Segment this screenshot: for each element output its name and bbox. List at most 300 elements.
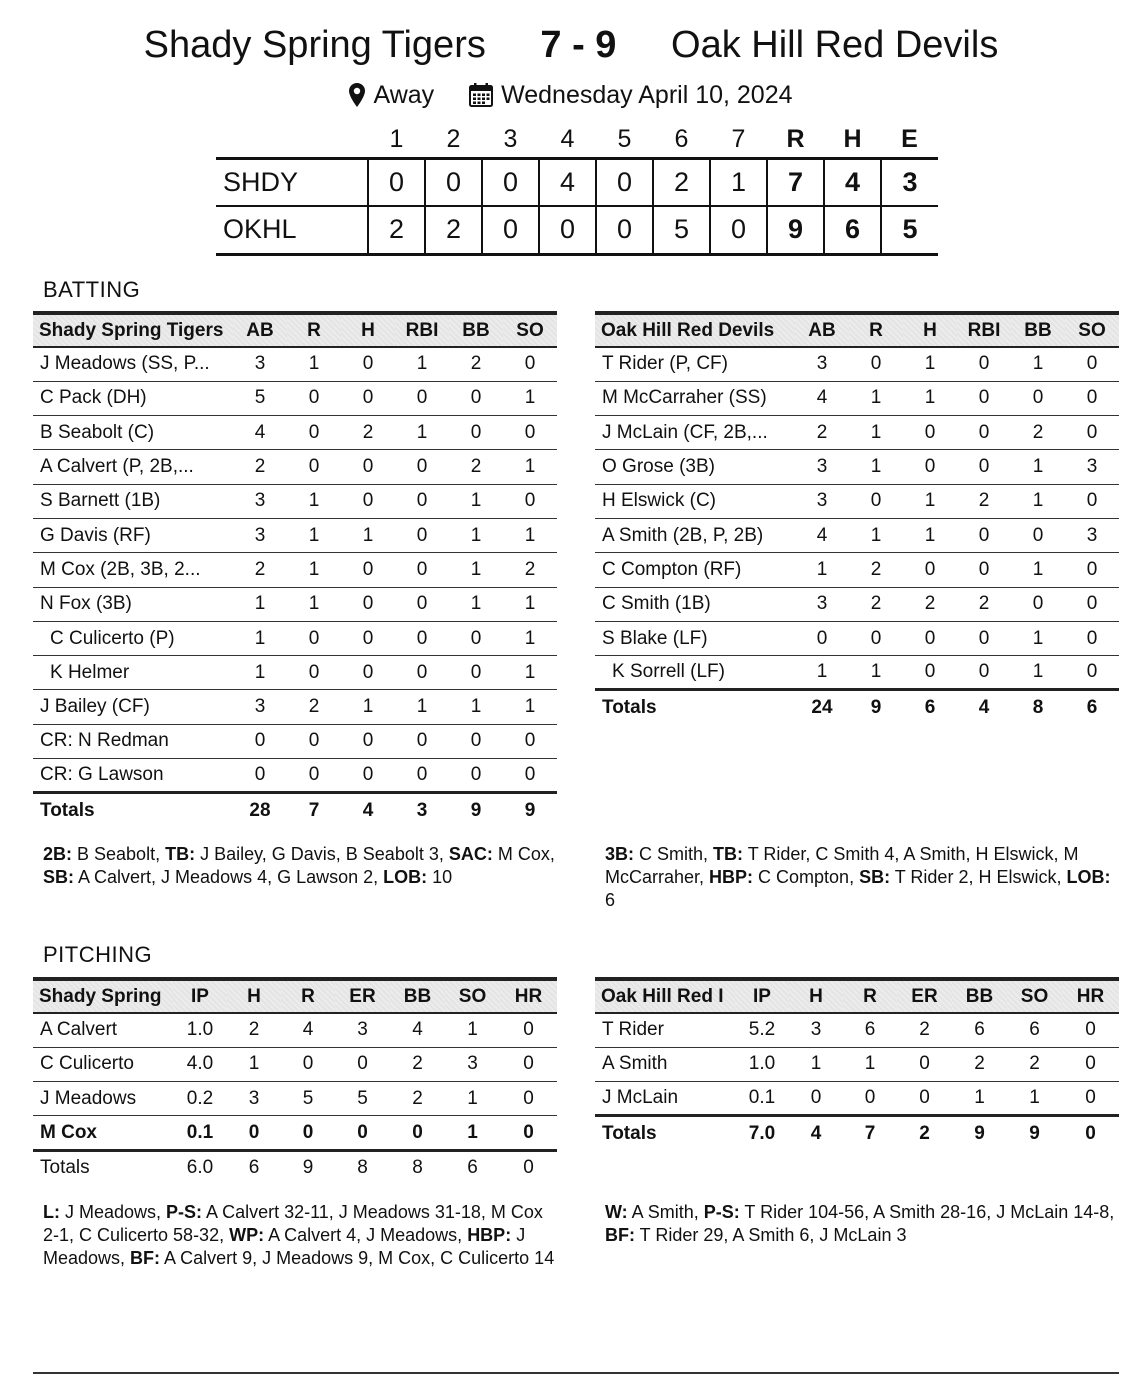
stat-cell: 0.2: [173, 1082, 227, 1116]
note-text: A Smith,: [627, 1202, 704, 1222]
stat-cell: 5: [233, 381, 287, 415]
stat-cell: 0: [395, 759, 449, 793]
stat-cell: 0: [849, 484, 903, 518]
stat-cell: 0: [449, 759, 503, 793]
stat-cell: 3: [795, 587, 849, 621]
stat-cell: 0: [1065, 621, 1119, 655]
note-text: T Rider 29, A Smith 6, J McLain 3: [635, 1225, 907, 1245]
pitching-table-oak-hill: [595, 977, 1119, 1150]
batting-header-row: [595, 313, 1119, 347]
game-date: [469, 79, 792, 111]
stat-cell: 0: [503, 416, 557, 450]
stat-cell: 0: [1065, 484, 1119, 518]
stat-cell: 1: [341, 690, 395, 724]
stat-header: ER: [897, 979, 952, 1013]
stat-header: H: [341, 313, 395, 347]
player-name: Totals: [40, 799, 95, 821]
pitching-header-row: [595, 979, 1119, 1013]
stat-cell: 0: [503, 347, 557, 381]
location-pin-icon: [349, 83, 365, 107]
stat-cell: 0: [1011, 587, 1065, 621]
note-label: L:: [43, 1202, 60, 1222]
note-label: 3B:: [605, 844, 635, 864]
stat-cell: 0: [341, 450, 395, 484]
stat-cell: 6: [1086, 696, 1098, 718]
stat-header: H: [227, 979, 281, 1013]
stat-cell: 1: [1011, 484, 1065, 518]
batting-team-header: Shady Spring Tigers: [33, 313, 233, 347]
stat-cell: 3: [233, 518, 287, 552]
runs-total: 9: [767, 206, 824, 254]
player-name: O Grose (3B): [595, 450, 795, 484]
stat-cell: 1: [449, 553, 503, 587]
stat-cell: 0: [903, 450, 957, 484]
inning-score: 0: [596, 158, 653, 206]
table-row: [595, 450, 1119, 484]
player-name: B Seabolt (C): [33, 416, 233, 450]
stat-header: H: [903, 313, 957, 347]
note-text: C Compton,: [753, 867, 860, 887]
stat-cell: 2: [952, 1047, 1007, 1081]
player-name: A Smith: [595, 1047, 735, 1081]
stat-cell: 6.0: [186, 1157, 214, 1179]
player-name: Totals: [602, 1122, 657, 1144]
stat-cell: 2: [503, 553, 557, 587]
stat-cell: 2: [957, 587, 1011, 621]
stat-cell: 0: [903, 416, 957, 450]
errors-total: 3: [881, 158, 938, 206]
table-row: [33, 1116, 557, 1150]
stat-header: RBI: [395, 313, 449, 347]
stat-cell: 1.0: [735, 1047, 789, 1081]
table-row: [595, 518, 1119, 552]
stat-header: BB: [952, 979, 1007, 1013]
note-text: M Cox,: [492, 844, 555, 864]
home-team-name: Shady Spring Tigers: [143, 24, 486, 66]
inning-header: 7: [731, 124, 746, 153]
inning-score: 0: [482, 158, 539, 206]
note-text: A Calvert 9, J Meadows 9, M Cox, C Culicerto 14: [160, 1248, 555, 1268]
stat-header: IP: [173, 979, 227, 1013]
table-row: [33, 656, 557, 690]
stat-cell: 1: [233, 621, 287, 655]
note-text: J Meadows,: [43, 1225, 526, 1268]
stat-cell: 4: [810, 1122, 822, 1144]
stat-cell: 1: [503, 587, 557, 621]
stat-cell: 0: [1011, 381, 1065, 415]
player-name: C Culicerto: [33, 1047, 173, 1081]
stat-cell: 3: [1065, 450, 1119, 484]
inning-header: 6: [674, 124, 689, 153]
stat-cell: 1: [395, 347, 449, 381]
pitching-team-header: Oak Hill Red I: [595, 979, 735, 1013]
stat-cell: 1: [952, 1082, 1007, 1116]
table-row: [595, 621, 1119, 655]
player-name: C Smith (1B): [595, 587, 795, 621]
stat-cell: 4.0: [173, 1047, 227, 1081]
stat-header: R: [287, 313, 341, 347]
stat-header: BB: [1011, 313, 1065, 347]
stat-cell: 0: [500, 1116, 557, 1150]
stat-cell: 1: [233, 656, 287, 690]
line-score-row: [216, 206, 938, 254]
stat-cell: 1: [903, 484, 957, 518]
stat-cell: 1: [503, 450, 557, 484]
stat-cell: 0: [341, 724, 395, 758]
stat-header: R: [843, 979, 897, 1013]
hits-header: H: [843, 124, 862, 153]
note-label: LOB:: [1066, 867, 1111, 887]
stat-cell: 0: [281, 1047, 335, 1081]
stat-cell: 0: [341, 621, 395, 655]
stat-cell: 1: [287, 484, 341, 518]
stat-cell: 1: [903, 518, 957, 552]
player-name: C Culicerto (P): [33, 621, 233, 655]
inning-score: 2: [653, 158, 710, 206]
player-name: C Pack (DH): [33, 381, 233, 415]
table-row: [595, 587, 1119, 621]
stat-cell: 0.1: [173, 1116, 227, 1150]
note-label: HBP:: [467, 1225, 512, 1245]
stat-cell: 0: [957, 553, 1011, 587]
player-name: M Cox: [33, 1116, 173, 1150]
stat-cell: 28: [249, 799, 271, 821]
errors-header: E: [901, 124, 918, 153]
stat-cell: 0: [449, 621, 503, 655]
stat-header: R: [849, 313, 903, 347]
stat-cell: 0: [897, 1082, 952, 1116]
stat-cell: 0: [843, 1082, 897, 1116]
stat-cell: 1: [449, 484, 503, 518]
stat-cell: 0: [789, 1082, 843, 1116]
stat-cell: 1: [449, 518, 503, 552]
stat-cell: 4: [978, 696, 990, 718]
stat-cell: 2: [341, 416, 395, 450]
player-name: Totals: [40, 1157, 90, 1179]
note-label: 2B:: [43, 844, 73, 864]
stat-cell: 2: [390, 1047, 445, 1081]
player-name: CR: G Lawson: [33, 759, 233, 793]
stat-header: SO: [1065, 313, 1119, 347]
note-label: HBP:: [709, 867, 754, 887]
stat-cell: 2: [1007, 1047, 1062, 1081]
stat-cell: 0: [1065, 347, 1119, 381]
stat-cell: 0: [395, 587, 449, 621]
stat-cell: 0: [1062, 1013, 1119, 1047]
note-label: BF:: [130, 1248, 161, 1268]
inning-score: 0: [425, 158, 482, 206]
stat-cell: 1: [789, 1047, 843, 1081]
stat-cell: 0: [897, 1047, 952, 1081]
stat-cell: 0: [503, 759, 557, 793]
batting-section-title: BATTING: [43, 277, 141, 302]
stat-cell: 1: [395, 690, 449, 724]
line-score-team: OKHL: [223, 214, 297, 245]
player-name: J Meadows: [33, 1082, 173, 1116]
stat-cell: 0: [449, 656, 503, 690]
stat-header: AB: [795, 313, 849, 347]
stat-cell: 0: [341, 656, 395, 690]
date-text: Wednesday April 10, 2024: [501, 81, 793, 110]
inning-score: 0: [539, 206, 596, 254]
stat-cell: 7: [308, 799, 320, 821]
stat-cell: 1: [287, 347, 341, 381]
stat-cell: 0: [1062, 1082, 1119, 1116]
stat-header: SO: [503, 313, 557, 347]
stat-header: ER: [335, 979, 390, 1013]
stat-cell: 2: [287, 690, 341, 724]
inning-score: 4: [539, 158, 596, 206]
stat-cell: 6: [248, 1157, 260, 1179]
stat-cell: 0: [903, 656, 957, 690]
stat-cell: 0: [523, 1157, 534, 1179]
stat-cell: 0: [395, 518, 449, 552]
stat-cell: 1: [503, 690, 557, 724]
inning-header: 4: [560, 124, 575, 153]
stat-cell: 1: [449, 690, 503, 724]
table-row: [595, 1047, 1119, 1081]
inning-header: 5: [617, 124, 632, 153]
note-text: T Rider 104-56, A Smith 28-16, J McLain 14-8,: [739, 1202, 1115, 1222]
stat-cell: 0: [341, 484, 395, 518]
stat-header: SO: [445, 979, 500, 1013]
stat-cell: 0: [1065, 587, 1119, 621]
pitching-notes-oak-hill: [605, 1201, 1120, 1247]
stat-cell: 3: [335, 1013, 390, 1047]
stat-cell: 0: [1065, 416, 1119, 450]
stat-cell: 1: [795, 553, 849, 587]
stat-cell: 0: [957, 450, 1011, 484]
stat-cell: 3: [416, 799, 428, 821]
stat-cell: 0: [395, 621, 449, 655]
stat-cell: 0: [287, 450, 341, 484]
stat-cell: 6: [952, 1013, 1007, 1047]
stat-cell: 0: [341, 381, 395, 415]
stat-cell: 2: [919, 1122, 930, 1144]
table-row: [33, 518, 557, 552]
table-row: [595, 1013, 1119, 1047]
stat-cell: 2: [903, 587, 957, 621]
table-row: [595, 347, 1119, 381]
stat-cell: 0: [395, 450, 449, 484]
stat-cell: 3: [445, 1047, 500, 1081]
table-row: [595, 1082, 1119, 1116]
stat-cell: 1: [287, 518, 341, 552]
totals-row: [33, 1150, 557, 1184]
note-label: TB:: [165, 844, 196, 864]
stat-cell: 0: [1065, 381, 1119, 415]
stat-cell: 4: [795, 518, 849, 552]
table-row: [33, 1013, 557, 1047]
note-label: P-S:: [166, 1202, 203, 1222]
stat-cell: 0: [395, 553, 449, 587]
player-name: T Rider (P, CF): [595, 347, 795, 381]
stat-cell: 3: [795, 347, 849, 381]
stat-cell: 2: [390, 1082, 445, 1116]
stat-cell: 9: [302, 1157, 314, 1179]
note-label: P-S:: [703, 1202, 740, 1222]
stat-cell: 1: [903, 347, 957, 381]
note-text: A Calvert 4, J Meadows,: [264, 1225, 468, 1245]
player-name: Totals: [602, 696, 657, 718]
totals-row: [595, 690, 1119, 724]
batting-team-header: Oak Hill Red Devils: [595, 313, 795, 347]
stat-cell: 0: [957, 347, 1011, 381]
stat-cell: 4: [281, 1013, 335, 1047]
stat-cell: 5: [335, 1082, 390, 1116]
stat-cell: 6: [1007, 1013, 1062, 1047]
player-name: N Fox (3B): [33, 587, 233, 621]
stat-cell: 2: [449, 450, 503, 484]
note-label: SB:: [43, 867, 74, 887]
stat-header: R: [281, 979, 335, 1013]
stat-cell: 8: [357, 1157, 368, 1179]
player-name: C Compton (RF): [595, 553, 795, 587]
player-name: G Davis (RF): [33, 518, 233, 552]
stat-cell: 9: [524, 799, 536, 821]
stat-cell: 1: [849, 518, 903, 552]
player-name: A Smith (2B, P, 2B): [595, 518, 795, 552]
stat-cell: 3: [227, 1082, 281, 1116]
stat-cell: 0: [281, 1116, 335, 1150]
line-score-table: [216, 122, 938, 256]
note-label: SAC:: [448, 844, 493, 864]
table-row: [33, 1047, 557, 1081]
stat-cell: 1: [233, 587, 287, 621]
stat-cell: 5.2: [735, 1013, 789, 1047]
stat-cell: 4: [233, 416, 287, 450]
stat-cell: 0: [1062, 1047, 1119, 1081]
stat-cell: 1: [1011, 621, 1065, 655]
stat-cell: 3: [233, 690, 287, 724]
stat-cell: 1: [287, 553, 341, 587]
stat-cell: 0: [233, 759, 287, 793]
stat-cell: 2: [227, 1013, 281, 1047]
note-label: WP:: [229, 1225, 265, 1245]
stat-cell: 1: [503, 518, 557, 552]
player-name: H Elswick (C): [595, 484, 795, 518]
note-label: TB:: [713, 844, 744, 864]
stat-cell: 1: [1011, 656, 1065, 690]
stat-header: BB: [390, 979, 445, 1013]
stat-cell: 0: [957, 621, 1011, 655]
note-text: C Smith,: [634, 844, 714, 864]
stat-cell: 0: [233, 724, 287, 758]
stat-cell: 0: [287, 416, 341, 450]
stat-cell: 6: [467, 1157, 478, 1179]
batting-table-oak-hill: [595, 311, 1119, 724]
stat-cell: 0: [957, 416, 1011, 450]
inning-score: 0: [368, 158, 425, 206]
totals-row: [33, 793, 557, 827]
stat-cell: 3: [795, 484, 849, 518]
stat-cell: 2: [233, 553, 287, 587]
final-score: 7 - 9: [540, 24, 617, 66]
player-name: S Blake (LF): [595, 621, 795, 655]
table-row: [33, 381, 557, 415]
table-row: [595, 484, 1119, 518]
stat-cell: 4: [390, 1013, 445, 1047]
stat-cell: 0: [903, 553, 957, 587]
stat-cell: 0: [1085, 1122, 1096, 1144]
table-row: [33, 347, 557, 381]
stat-cell: 4: [362, 799, 374, 821]
stat-header: BB: [449, 313, 503, 347]
table-row: [33, 759, 557, 793]
game-meta: [0, 78, 1142, 111]
stat-cell: 0: [903, 621, 957, 655]
inning-score: 0: [482, 206, 539, 254]
stat-header: SO: [1007, 979, 1062, 1013]
inning-header: 3: [503, 124, 518, 153]
stat-cell: 2: [1011, 416, 1065, 450]
table-row: [33, 484, 557, 518]
stat-cell: 9: [470, 799, 482, 821]
player-name: J McLain: [595, 1082, 735, 1116]
player-name: A Calvert: [33, 1013, 173, 1047]
stat-cell: 0: [849, 621, 903, 655]
pitching-team-header: Shady Spring: [33, 979, 173, 1013]
table-row: [33, 724, 557, 758]
note-text: B Seabolt,: [72, 844, 166, 864]
stat-cell: 6: [924, 696, 936, 718]
stat-cell: 0: [390, 1116, 445, 1150]
stat-cell: 3: [233, 484, 287, 518]
stat-cell: 1: [445, 1116, 500, 1150]
table-row: [595, 553, 1119, 587]
stat-cell: 0: [795, 621, 849, 655]
stat-cell: 0: [1065, 553, 1119, 587]
stat-cell: 2: [449, 347, 503, 381]
stat-cell: 0: [849, 347, 903, 381]
stat-cell: 8: [412, 1157, 423, 1179]
table-row: [595, 656, 1119, 690]
stat-cell: 1: [1007, 1082, 1062, 1116]
stat-cell: 9: [1029, 1122, 1040, 1144]
stat-cell: 0: [341, 553, 395, 587]
stat-cell: 1: [849, 381, 903, 415]
stat-cell: 0: [500, 1082, 557, 1116]
stat-cell: 0: [395, 484, 449, 518]
stat-cell: 9: [870, 696, 882, 718]
player-name: J Meadows (SS, P...: [33, 347, 233, 381]
stat-cell: 0: [341, 587, 395, 621]
player-name: J McLain (CF, 2B,...: [595, 416, 795, 450]
totals-row: [595, 1116, 1119, 1150]
stat-cell: 0: [395, 381, 449, 415]
stat-cell: 1: [445, 1013, 500, 1047]
stat-cell: 0: [957, 656, 1011, 690]
note-label: W:: [605, 1202, 628, 1222]
stat-cell: 1: [503, 621, 557, 655]
stat-cell: 0: [449, 724, 503, 758]
pitching-section-title: PITCHING: [43, 942, 153, 967]
stat-cell: 7: [864, 1122, 876, 1144]
stat-cell: 2: [897, 1013, 952, 1047]
note-text: T Rider, C Smith 4, A Smith, H Elswick, M McCarraher,: [605, 844, 1079, 887]
player-name: CR: N Redman: [33, 724, 233, 758]
inning-header: 1: [389, 124, 404, 153]
game-title: [0, 22, 1142, 68]
stat-cell: 1: [849, 656, 903, 690]
stat-cell: 1: [341, 518, 395, 552]
calendar-icon: [469, 83, 493, 107]
stat-cell: 3: [1065, 518, 1119, 552]
stat-cell: 3: [233, 347, 287, 381]
stat-cell: 0: [395, 656, 449, 690]
stat-cell: 0.1: [735, 1082, 789, 1116]
note-text: A Calvert, J Meadows 4, G Lawson 2,: [74, 867, 384, 887]
